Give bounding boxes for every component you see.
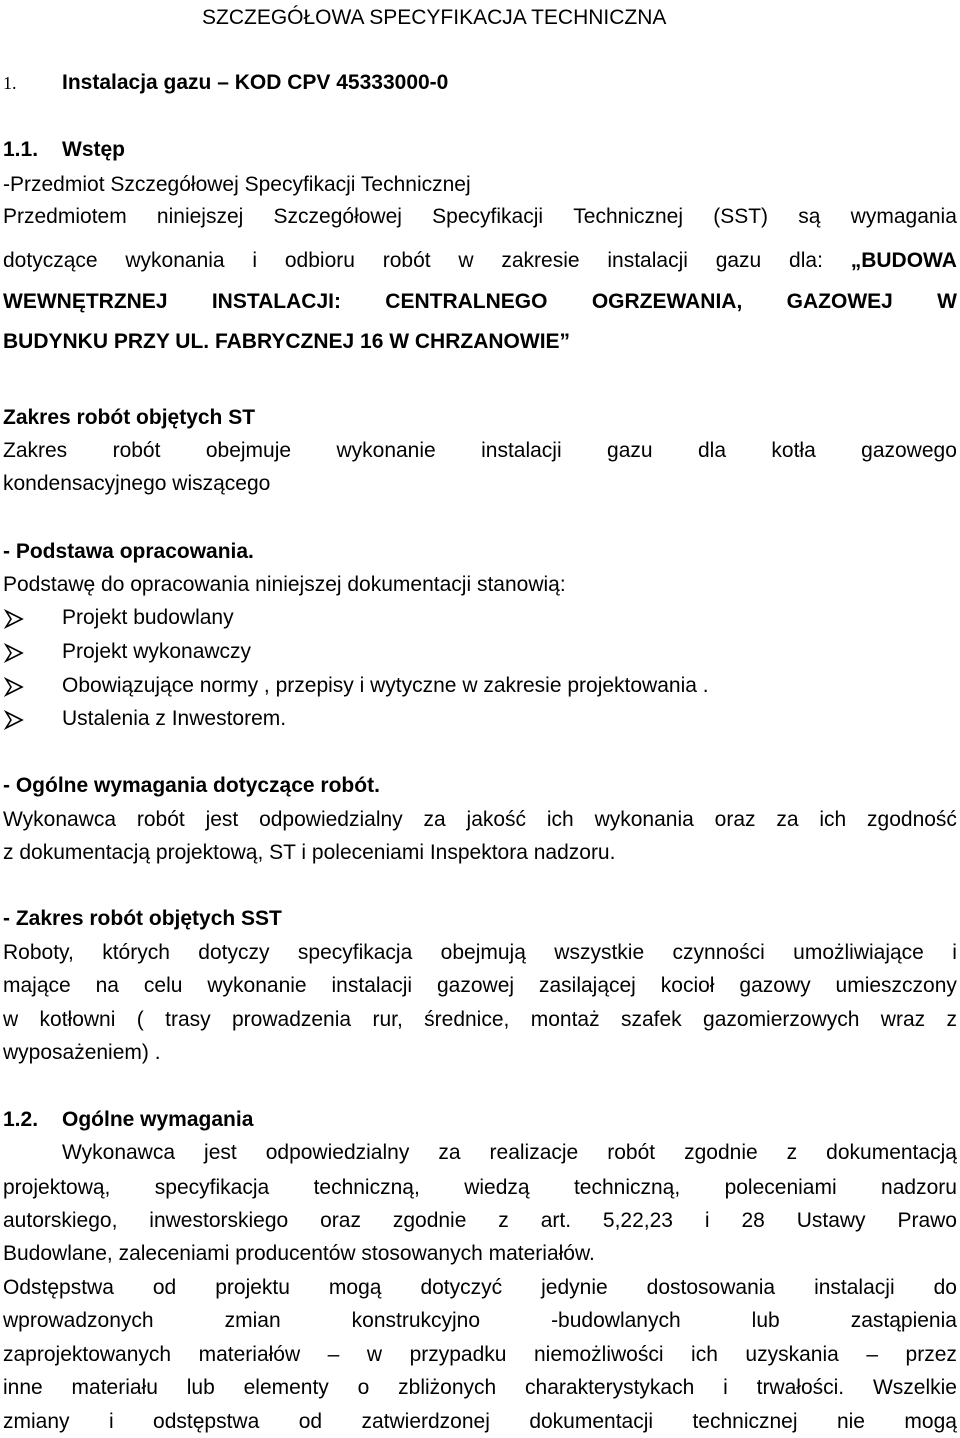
word: i	[952, 941, 957, 964]
word: GAZOWEJ	[786, 290, 893, 313]
word: robót	[112, 439, 161, 462]
word: ich	[819, 808, 847, 831]
word: wraz	[880, 1008, 926, 1031]
word: robót	[136, 808, 185, 831]
word: Wykonawca	[62, 1141, 176, 1164]
word: przez	[905, 1343, 957, 1366]
word: dotyczyć	[420, 1276, 503, 1299]
word: jedynie	[541, 1276, 608, 1299]
word: niniejszej	[156, 205, 244, 228]
subject-line-2	[3, 248, 957, 274]
word: dotyczy	[198, 941, 270, 964]
arrow-bullet-icon	[3, 608, 25, 630]
basis-list-item: Projekt wykonawczy	[62, 640, 252, 663]
word: odbioru	[284, 249, 355, 272]
word: Specyfikacji	[432, 205, 544, 228]
word: W	[937, 290, 957, 313]
word: gazowej	[436, 974, 515, 997]
word: Przedmiotem	[3, 205, 127, 228]
scope-sst-line-4: wyposażeniem) .	[3, 1041, 161, 1064]
scope-heading: Zakres robót objętych ST	[3, 406, 256, 429]
word: oraz	[320, 1209, 361, 1232]
requirements-line-6	[3, 1308, 957, 1334]
word: czynności	[672, 941, 765, 964]
word: niemożliwości	[533, 1343, 664, 1366]
word: odpowiedzialny	[259, 808, 403, 831]
word: lub	[186, 1376, 215, 1399]
word: Roboty,	[3, 941, 74, 964]
word: dla:	[789, 249, 823, 272]
word: elementy	[243, 1376, 329, 1399]
general-line-2: z dokumentacją projektową, ST i poleceniami Inspektora nadzoru.	[3, 841, 616, 864]
word: wykonanie	[336, 439, 436, 462]
word: robót	[607, 1141, 656, 1164]
word: wprowadzonych	[3, 1309, 154, 1332]
word: za	[423, 808, 446, 831]
word: zatwierdzonej	[361, 1410, 490, 1433]
word: w	[3, 1008, 19, 1031]
word: gazomierzowych	[703, 1008, 860, 1031]
requirements-line-4: Budowlane, zaleceniami producentów stosowanych materiałów.	[3, 1242, 595, 1265]
requirements-line-2	[3, 1175, 957, 1201]
word: autorskiego,	[3, 1209, 118, 1232]
arrow-bullet-icon	[3, 642, 25, 664]
section-1-1-title: Wstęp	[62, 138, 125, 161]
word: zakresie	[501, 249, 580, 272]
basis-list-item: Ustalenia z Inwestorem.	[62, 707, 287, 730]
section-1-title: Instalacja gazu – KOD CPV 45333000-0	[62, 71, 449, 94]
word: techniczną,	[573, 1176, 681, 1199]
word: ich	[691, 1343, 718, 1366]
word: kotłowni	[39, 1008, 116, 1031]
word: odpowiedzialny	[265, 1141, 410, 1164]
section-1-2-heading	[3, 1107, 254, 1133]
section-1-heading	[3, 70, 449, 96]
word: kocioł	[660, 974, 715, 997]
word: ich	[546, 808, 574, 831]
word: zgodnie	[392, 1209, 467, 1232]
word: specyfikacja	[297, 941, 413, 964]
word: Wykonawca	[3, 808, 117, 831]
scope-sst-heading: - Zakres robót objętych SST	[3, 907, 282, 930]
word: celu	[143, 974, 183, 997]
word: OGRZEWANIA,	[591, 290, 743, 313]
section-1-1-number: 1.1.	[3, 138, 39, 161]
word: obejmuje	[205, 439, 292, 462]
word: materiału	[71, 1376, 158, 1399]
word: i	[252, 249, 258, 272]
arrow-bullet-icon	[3, 709, 25, 731]
word: za	[438, 1141, 461, 1164]
word: prowadzenia	[232, 1008, 352, 1031]
requirements-line-3	[3, 1208, 957, 1234]
word: instalacji	[331, 974, 413, 997]
word: umożliwiające	[793, 941, 924, 964]
scope-sst-line-1	[3, 940, 957, 966]
word: montaż	[530, 1008, 600, 1031]
requirements-line-5	[3, 1275, 957, 1301]
requirements-line-8	[3, 1375, 957, 1401]
word: instalacji	[481, 439, 562, 462]
word: dla	[697, 439, 726, 462]
document-title: SZCZEGÓŁOWA SPECYFIKACJA TECHNICZNA	[202, 6, 667, 29]
word: średnice,	[424, 1008, 510, 1031]
word: są	[798, 205, 821, 228]
word: w	[458, 249, 474, 272]
word: Wszelkie	[872, 1376, 957, 1399]
section-1-1-heading	[3, 137, 125, 163]
word: zmiany	[3, 1410, 70, 1433]
word: lub	[751, 1309, 780, 1332]
word: instalacji	[607, 249, 688, 272]
word: jest	[204, 1141, 237, 1164]
word: wykonania	[125, 249, 225, 272]
general-heading: - Ogólne wymagania dotyczące robót.	[3, 774, 380, 797]
word: -budowlanych	[551, 1309, 681, 1332]
word: jakość	[466, 808, 527, 831]
word: za	[776, 808, 799, 831]
word: Technicznej	[573, 205, 683, 228]
word: art.	[540, 1209, 572, 1232]
word: 28	[741, 1209, 765, 1232]
word: wiedzą	[464, 1176, 530, 1199]
word: technicznej	[692, 1410, 798, 1433]
word: wymagania	[850, 205, 957, 228]
word: zaprojektowanych	[3, 1343, 172, 1366]
word: trwałości.	[756, 1376, 845, 1399]
word: inne	[3, 1376, 43, 1399]
word: w	[366, 1343, 383, 1366]
requirements-line-9	[3, 1409, 957, 1435]
word: mające	[3, 974, 71, 997]
word: zbliżonych	[398, 1376, 497, 1399]
subject-heading: -Przedmiot Szczegółowej Specyfikacji Technicznej	[3, 173, 471, 196]
word: INSTALACJI:	[211, 290, 341, 313]
word: szafek	[620, 1008, 682, 1031]
word: odstępstwa	[153, 1410, 260, 1433]
word: zastąpienia	[850, 1309, 957, 1332]
word: 5,22,23	[602, 1209, 673, 1232]
word: wykonanie	[207, 974, 307, 997]
word: od	[298, 1410, 323, 1433]
word: przypadku	[409, 1343, 507, 1366]
word: dotyczące	[3, 249, 98, 272]
word: i	[723, 1376, 728, 1399]
word: rur,	[372, 1008, 403, 1031]
basis-intro: Podstawę do opracowania niniejszej dokumentacji stanowią:	[3, 573, 566, 596]
subject-line-1	[3, 204, 957, 230]
scope-sst-line-3	[3, 1007, 957, 1033]
word: WEWNĘTRZNEJ	[3, 290, 168, 313]
word: których	[102, 941, 170, 964]
word: i	[108, 1410, 114, 1433]
basis-heading: - Podstawa opracowania.	[3, 540, 254, 563]
word: wszystkie	[554, 941, 645, 964]
subject-line-3	[3, 289, 957, 315]
word: Odstępstwa	[3, 1276, 114, 1299]
word: z	[786, 1141, 798, 1164]
word: jest	[205, 808, 239, 831]
word: specyfikacja	[154, 1176, 270, 1199]
word: kotła	[771, 439, 816, 462]
word: uzyskania	[745, 1343, 839, 1366]
word: inwestorskiego	[149, 1209, 289, 1232]
word: –	[866, 1343, 878, 1366]
word: Zakres	[3, 439, 68, 462]
word: nie	[836, 1410, 865, 1433]
word: z	[498, 1209, 509, 1232]
word: mogą	[904, 1410, 957, 1433]
section-1-2-number: 1.2.	[3, 1108, 39, 1131]
word: (	[136, 1008, 144, 1031]
word: CENTRALNEGO	[385, 290, 548, 313]
word: instalacji	[814, 1276, 895, 1299]
word: techniczną,	[313, 1176, 420, 1199]
arrow-bullet-icon	[3, 676, 25, 698]
word: konstrukcyjno	[351, 1309, 481, 1332]
word: od	[152, 1276, 177, 1299]
word: gazowego	[861, 439, 957, 462]
word: projektu	[215, 1276, 290, 1299]
word: (SST)	[713, 205, 769, 228]
word: na	[95, 974, 119, 997]
basis-list-item: Projekt budowlany	[62, 606, 234, 629]
requirements-line-1	[62, 1140, 957, 1166]
requirements-line-7	[3, 1342, 957, 1368]
word: obejmują	[440, 941, 526, 964]
word: zgodność	[867, 808, 957, 831]
word: projektową,	[3, 1176, 111, 1199]
word: –	[327, 1343, 340, 1366]
word: charakterystykach	[525, 1376, 695, 1399]
word: gazowy	[739, 974, 811, 997]
word: oraz	[714, 808, 756, 831]
word: do	[933, 1276, 957, 1299]
scope-sst-line-2	[3, 973, 957, 999]
word: nadzoru	[881, 1176, 957, 1199]
word: trasy	[165, 1008, 211, 1031]
section-1-2-title: Ogólne wymagania	[62, 1108, 254, 1131]
word: zasilającej	[538, 974, 636, 997]
word: gazu	[607, 439, 653, 462]
word: zmian	[224, 1309, 281, 1332]
word: realizacje	[489, 1141, 579, 1164]
word: gazu	[715, 249, 762, 272]
word: umieszczony	[835, 974, 957, 997]
word: i	[704, 1209, 710, 1232]
word: wykonania	[594, 808, 694, 831]
word: dokumentacją	[826, 1141, 957, 1164]
word: dostosowania	[646, 1276, 776, 1299]
word: mogą	[328, 1276, 382, 1299]
word: zgodnie	[684, 1141, 758, 1164]
basis-list-item: Obowiązujące normy , przepisy i wytyczne w zakresie projektowania .	[62, 674, 709, 697]
general-line-1	[3, 807, 957, 833]
word: o	[357, 1376, 370, 1399]
word: Ustawy	[796, 1209, 866, 1232]
word: Prawo	[897, 1209, 957, 1232]
scope-line-2: kondensacyjnego wiszącego	[3, 472, 271, 495]
subject-line-4: BUDYNKU PRZY UL. FABRYCZNEJ 16 W CHRZANOWIE”	[3, 330, 571, 353]
subject-line-2-bold: „BUDOWA	[850, 249, 957, 272]
word: z	[946, 1008, 957, 1031]
scope-line-1	[3, 438, 957, 464]
word: poleceniami	[724, 1176, 837, 1199]
word: dokumentacji	[529, 1410, 654, 1433]
word: robót	[382, 249, 431, 272]
word: Szczegółowej	[273, 205, 402, 228]
section-1-number: 1.	[3, 73, 17, 93]
word: materiałów	[198, 1343, 301, 1366]
